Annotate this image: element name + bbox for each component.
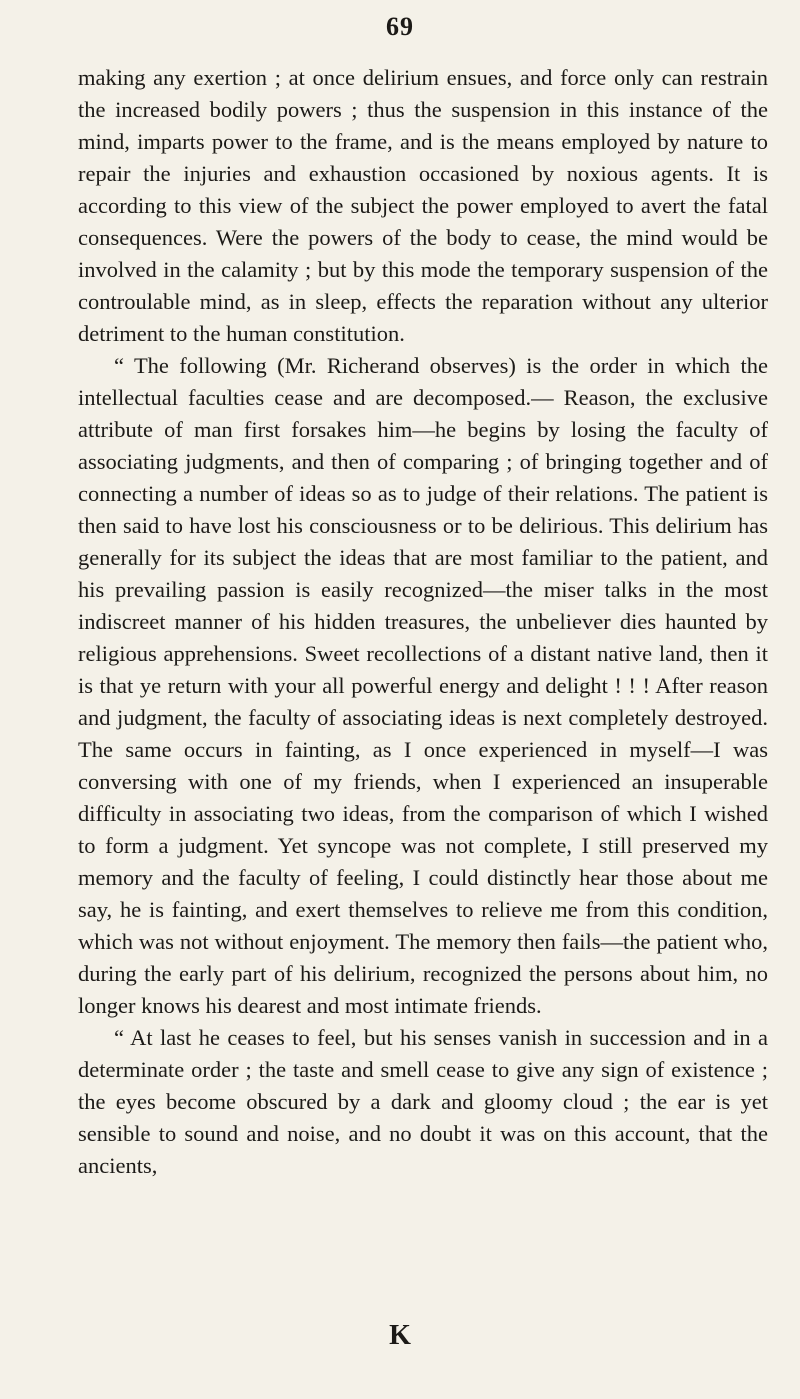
paragraph-continuation: making any exertion ; at once delirium ensues, and force only can restrain the increased bodily powers ; thus the suspension in this instance of the mind, imparts power to the frame, and is the means employed by nature to repair the injuries and exhaustion occasioned by noxious agents. It is according to this view of the subject the power employed to avert the fatal consequences. Were the powers of the body to cease, the mind would be involved in the calamity ; but by this mode the temporary suspension of the controulable mind, as in sleep, effects the reparation without any ulterior detriment to the human constitution. [78, 65, 768, 346]
signature-mark: K [389, 1320, 411, 1351]
page-number: 69 [386, 12, 414, 41]
paragraph-senses-vanish: “ At last he ceases to feel, but his senses vanish in succession and in a determinate order ; the taste and smell cease to give any sign of existence ; the eyes become obscured by a dark and gloomy cloud ; the ear is yet sensible to sound and noise, and no doubt it was on this account, that the ancients, [78, 1025, 768, 1178]
paragraph-richerand-quote: “ The following (Mr. Richerand observes) is the order in which the intellectual faculties cease and are decomposed.— Reason, the exclusive attribute of man first forsakes him—he begins by losing the faculty of associating judgments, and then of comparing ; of bringing together and of connecting a number of ideas so as to judge of their relations. The patient is then said to have lost his consciousness or to be delirious. This delirium has generally for its subject the ideas that are most familiar to the patient, and his prevailing passion is easily recognized—the miser talks in the most indiscreet manner of his hidden treasures, the unbeliever dies haunted by religious apprehensions. Sweet recollections of a distant native land, then it is that ye return with your all powerful energy and delight ! ! ! After reason and judgment, the faculty of associating ideas is next completely destroyed. The same occurs in fainting, as I once experienced in myself—I was conversing with one of my friends, when I experienced an insuperable difficulty in associating two ideas, from the comparison of which I wished to form a judgment. Yet syncope was not complete, I still preserved my memory and the faculty of feeling, I could distinctly hear those about me say, he is fainting, and exert themselves to relieve me from this condition, which was not without enjoyment. The memory then fails—the patient who, during the early part of his delirium, recognized the persons about him, no longer knows his dearest and most intimate friends. [78, 353, 768, 1018]
body-text [78, 62, 768, 1182]
